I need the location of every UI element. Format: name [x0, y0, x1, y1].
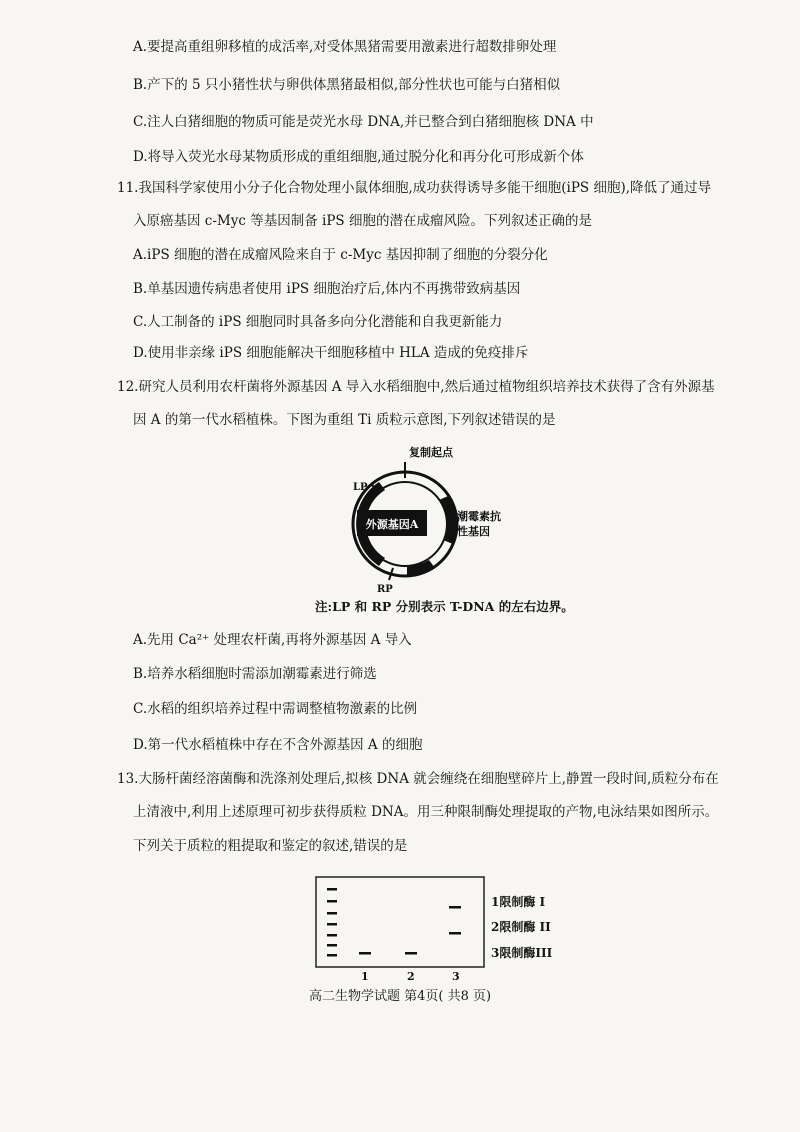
q10-option-d: D.将导入荧光水母某物质形成的重组细胞,通过脱分化和再分化可形成新个体 — [133, 149, 584, 165]
q11-option-b: B.单基因遗传病患者使用 iPS 细胞治疗后,体内不再携带致病基因 — [133, 281, 521, 297]
origin-label: 复制起点 — [409, 446, 453, 459]
q12-note: 注:LP 和 RP 分别表示 T-DNA 的左右边界。 — [315, 599, 574, 614]
q11-option-a: A.iPS 细胞的潜在成瘤风险来自于 c-Myc 基因抑制了细胞的分裂分化 — [133, 247, 548, 263]
gel-legend-3: 3限制酶III — [491, 946, 553, 960]
q12-stem-line-1: 12.研究人员利用农杆菌将外源基因 A 导入水稻细胞中,然后通过植物组织培养技术获得了含有外源基 — [117, 379, 715, 395]
lane-3-band — [449, 932, 461, 935]
marker-ladder — [327, 888, 337, 957]
q10-option-c: C.注人白猪细胞的物质可能是荧光水母 DNA,并已整合到白猪细胞核 DNA 中 — [133, 114, 594, 130]
gel-legend-1: 1限制酶 I — [491, 895, 546, 909]
lane-2-label: 2 — [407, 970, 415, 982]
lane-3-band — [449, 906, 461, 909]
lane-3-label: 3 — [452, 970, 460, 982]
q12-option-b: B.培养水稻细胞时需添加潮霉素进行筛选 — [133, 666, 377, 682]
page-footer: 高二生物学试题 第4页( 共8 页) — [309, 989, 492, 1004]
q11-option-d: D.使用非亲缘 iPS 细胞能解决干细胞移植中 HLA 造成的免疫排斥 — [133, 345, 529, 361]
q11-stem-line-2: 入原癌基因 c-Myc 等基因制备 iPS 细胞的潜在成瘤风险。下列叙述正确的是 — [133, 213, 592, 229]
lp-label: LP — [353, 482, 368, 493]
gel-frame — [316, 877, 484, 967]
q13-stem-line-1: 13.大肠杆菌经溶菌酶和洗涤剂处理后,拟核 DNA 就会缠绕在细胞壁碎片上,静置一段时间,质粒分布在 — [117, 771, 719, 787]
q13-stem-line-2: 上清液中,利用上述原理可初步获得质粒 DNA。用三种限制酶处理提取的产物,电泳结果如图所示。 — [133, 804, 719, 820]
resistance-label-line-1: 潮霉素抗 — [457, 510, 501, 523]
lane-1-band — [359, 952, 371, 955]
gel-electrophoresis — [315, 876, 495, 982]
ladder-band — [327, 888, 337, 891]
ladder-band — [327, 944, 337, 947]
gel-legend-2: 2限制酶 II — [491, 920, 551, 934]
resistance-label-line-2: 性基因 — [457, 525, 490, 538]
q12-stem-line-2: 因 A 的第一代水稻植株。下图为重组 Ti 质粒示意图,下列叙述错误的是 — [133, 412, 556, 428]
ladder-band — [327, 954, 337, 957]
lane-1-label: 1 — [361, 970, 369, 982]
ladder-band — [327, 900, 337, 903]
ladder-band — [327, 923, 337, 926]
gene-a-label: 外源基因A — [365, 518, 419, 531]
q12-option-c: C.水稻的组织培养过程中需调整植物激素的比例 — [133, 701, 418, 717]
q10-option-b: B.产下的 5 只小猪性状与卵供体黑猪最相似,部分性状也可能与白猪相似 — [133, 77, 561, 93]
lane-2-band — [405, 952, 417, 955]
q10-option-a: A.要提高重组卵移植的成活率,对受体黑猪需要用激素进行超数排卵处理 — [133, 39, 557, 55]
ladder-band — [327, 912, 337, 915]
q11-stem-line-1: 11.我国科学家使用小分子化合物处理小鼠体细胞,成功获得诱导多能干细胞(iPS 细胞),降低了通过导 — [117, 180, 712, 196]
q11-option-c: C.人工制备的 iPS 细胞同时具备多向分化潜能和自我更新能力 — [133, 314, 503, 330]
q13-stem-line-3: 下列关于质粒的粗提取和鉴定的叙述,错误的是 — [133, 838, 408, 854]
rp-label: RP — [377, 584, 393, 595]
ladder-band — [327, 934, 337, 937]
q12-option-a: A.先用 Ca²⁺ 处理农杆菌,再将外源基因 A 导入 — [133, 632, 412, 648]
q12-option-d: D.第一代水稻植株中存在不含外源基因 A 的细胞 — [133, 737, 423, 753]
plasmid-diagram — [335, 440, 535, 600]
